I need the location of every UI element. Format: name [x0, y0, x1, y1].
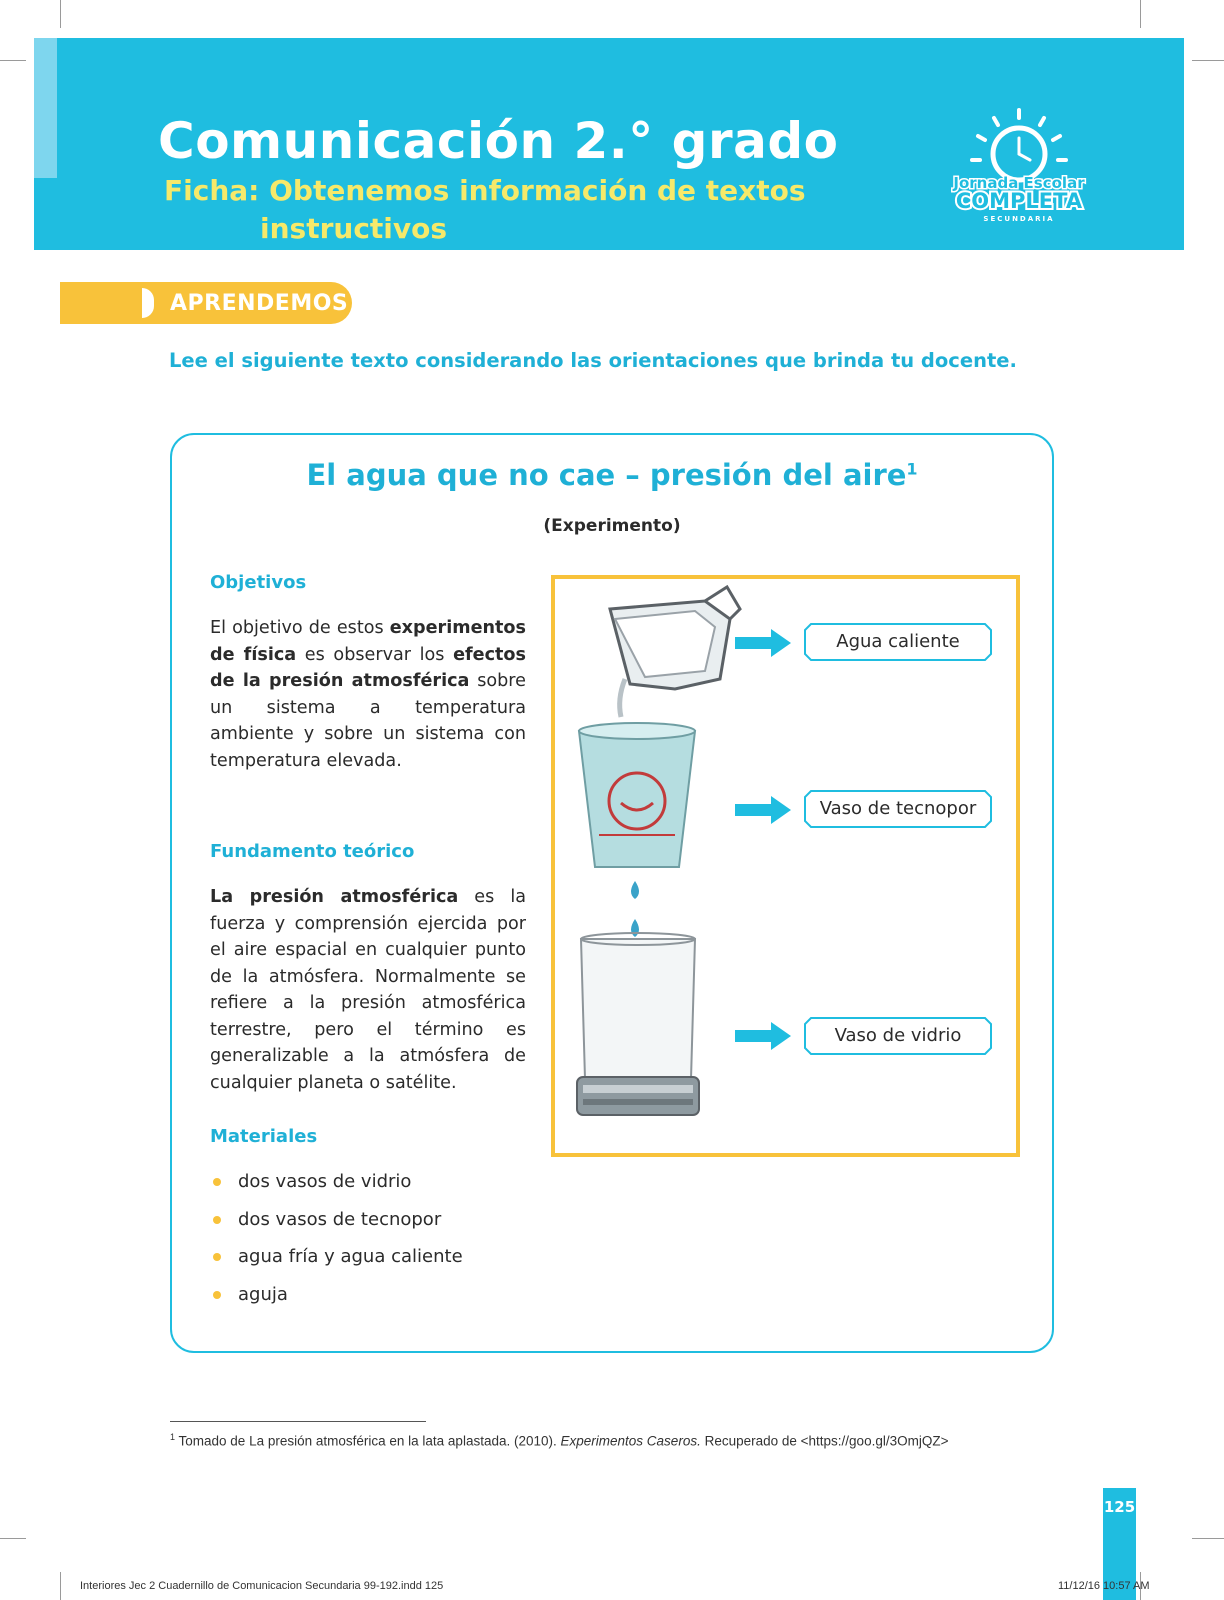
article-title [170, 458, 1054, 492]
experiment-illustration [555, 579, 1016, 1153]
footnote-ref: 1 [906, 459, 918, 479]
bullet-icon [213, 1178, 221, 1186]
crop-mark [60, 0, 61, 28]
crop-mark [1192, 1538, 1224, 1539]
list-item-text: dos vasos de tecnopor [238, 1208, 442, 1230]
footnote [170, 1432, 948, 1449]
crop-mark [60, 1572, 61, 1600]
theory-paragraph [210, 884, 526, 1096]
clock-sun-icon [972, 110, 1066, 180]
footnote-italic: Experimentos Caseros. [560, 1433, 701, 1449]
list-item [210, 1283, 463, 1321]
header-accent-strip [34, 38, 57, 178]
materials-heading: Materiales [210, 1126, 318, 1147]
arrow-right-icon [735, 629, 791, 657]
list-item [210, 1208, 463, 1246]
page-title: Comunicación 2.° grado [158, 112, 839, 170]
objectives-paragraph [210, 615, 526, 774]
footnote-text-a: Tomado de La presión atmosférica en la lata aplastada. (2010). [175, 1433, 561, 1449]
bullet-icon [213, 1291, 221, 1299]
footnote-divider [170, 1421, 426, 1422]
subtitle-line-1: Ficha: Obtenemos información de textos [164, 174, 806, 207]
instruction-text: Lee el siguiente texto considerando las orientaciones que brinda tu docente. [169, 349, 1017, 372]
section-label: APRENDEMOS [170, 291, 349, 316]
logo-line-1: Jornada Escolar [953, 174, 1085, 192]
list-item-text: dos vasos de vidrio [238, 1171, 412, 1192]
objectives-text-c: sobre un sistema a temperatura ambiente y sobre un sistema con temperatura elevada. [210, 671, 526, 771]
bullet-icon [213, 1253, 221, 1261]
jornada-escolar-logo [944, 104, 1094, 229]
print-slug-date: 11/12/16 10:57 AM [1058, 1580, 1150, 1592]
objectives-bold-b: efectos de la presión atmosférica [210, 644, 526, 691]
materials-list [210, 1170, 463, 1320]
pitcher-icon [610, 587, 740, 717]
crop-mark [1140, 0, 1141, 28]
objectives-bold-a: experimentos de física [210, 618, 526, 665]
objectives-text-b: es observar los [296, 644, 454, 665]
logo-line-3: SECUNDARIA [983, 215, 1055, 223]
label-agua-caliente: Agua caliente [836, 631, 960, 652]
arrow-right-icon [735, 1022, 791, 1050]
list-item-text: agua fría y agua caliente [238, 1246, 463, 1267]
glass-icon [577, 933, 699, 1115]
subtitle-line-2: instructivos [260, 212, 448, 245]
list-item-text: aguja [238, 1283, 288, 1305]
arrow-right-icon [735, 796, 791, 824]
objectives-heading: Objetivos [210, 572, 307, 593]
crop-mark [1192, 60, 1224, 61]
label-vaso-tecnopor: Vaso de tecnopor [819, 798, 977, 819]
page-number: 125 [1103, 1498, 1136, 1516]
article-subtitle: (Experimento) [543, 516, 681, 536]
crop-mark [0, 60, 26, 61]
section-tab-notch [142, 288, 154, 318]
article-title-text: El agua que no cae – presión del aire [306, 458, 907, 492]
theory-text-a: es la fuerza y comprensión ejercida por el aire espacial en cualquier punto de la atmósfera. Normalmente se refiere a la presión atmosférica terrestre, pero el término es generalizable a la atmósfera de cualquier planeta o satélite. [210, 887, 526, 1093]
list-item [210, 1245, 463, 1283]
print-slug-file: Interiores Jec 2 Cuadernillo de Comunicacion Secundaria 99-192.indd 125 [80, 1580, 444, 1592]
footnote-text-b: Recuperado de <https://goo.gl/3OmjQZ> [700, 1433, 949, 1449]
theory-heading: Fundamento teórico [210, 841, 415, 862]
objectives-text-a: El objetivo de estos [210, 618, 390, 638]
logo-line-2: COMPLETA [955, 189, 1083, 213]
theory-bold-a: La presión atmosférica [210, 887, 459, 907]
footnote-number: 1 [170, 1432, 176, 1442]
crop-mark [0, 1538, 26, 1539]
list-item [210, 1170, 463, 1208]
page-subtitle [164, 172, 806, 248]
bullet-icon [213, 1216, 221, 1224]
styrofoam-cup-icon [579, 723, 695, 867]
label-vaso-vidrio: Vaso de vidrio [834, 1025, 962, 1046]
